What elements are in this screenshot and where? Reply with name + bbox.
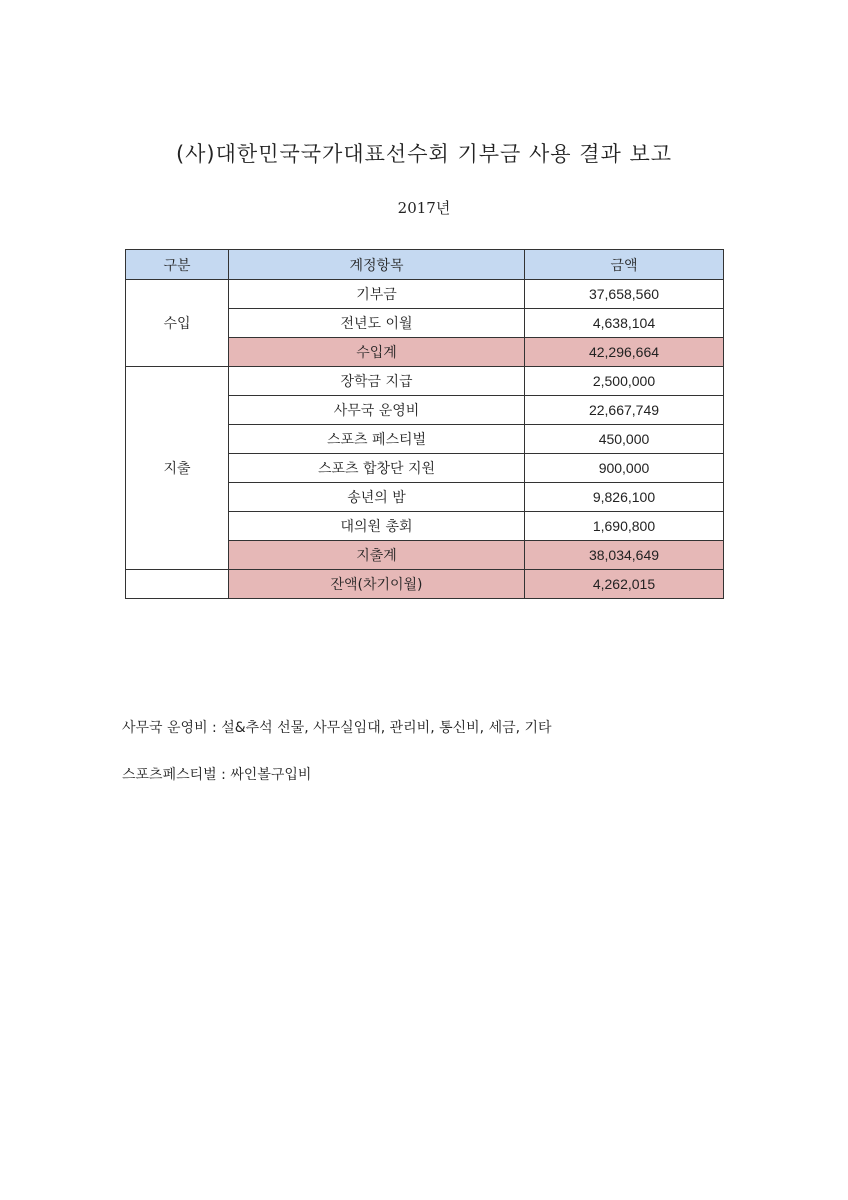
income-total-amount: 42,296,664 bbox=[525, 338, 724, 367]
donation-report-table bbox=[125, 249, 724, 599]
note-office-expenses: 사무국 운영비 : 설&추석 선물, 사무실임대, 관리비, 통신비, 세금, 기타 bbox=[122, 720, 552, 736]
header-account-item: 계정항목 bbox=[229, 250, 525, 280]
amount-cell: 9,826,100 bbox=[525, 483, 724, 512]
amount-cell: 1,690,800 bbox=[525, 512, 724, 541]
amount-cell: 4,638,104 bbox=[525, 309, 724, 338]
item-cell: 사무국 운영비 bbox=[229, 396, 525, 425]
item-cell: 스포츠 페스티벌 bbox=[229, 425, 525, 454]
header-category: 구분 bbox=[126, 250, 229, 280]
note-sports-festival: 스포츠페스티벌 : 싸인볼구입비 bbox=[122, 767, 312, 783]
balance-amount: 4,262,015 bbox=[525, 570, 724, 599]
amount-cell: 450,000 bbox=[525, 425, 724, 454]
amount-cell: 37,658,560 bbox=[525, 280, 724, 309]
expense-total-label: 지출계 bbox=[229, 541, 525, 570]
income-total-label: 수입계 bbox=[229, 338, 525, 367]
item-cell: 전년도 이월 bbox=[229, 309, 525, 338]
amount-cell: 900,000 bbox=[525, 454, 724, 483]
table-row bbox=[126, 280, 724, 309]
expense-category-cell: 지출 bbox=[126, 367, 229, 570]
header-amount: 금액 bbox=[525, 250, 724, 280]
balance-category-cell bbox=[126, 570, 229, 599]
item-cell: 대의원 총회 bbox=[229, 512, 525, 541]
table-row bbox=[126, 367, 724, 396]
report-year: 2017년 bbox=[397, 199, 451, 217]
amount-cell: 2,500,000 bbox=[525, 367, 724, 396]
item-cell: 장학금 지급 bbox=[229, 367, 525, 396]
item-cell: 기부금 bbox=[229, 280, 525, 309]
table-header-row bbox=[126, 250, 724, 280]
balance-row bbox=[126, 570, 724, 599]
amount-cell: 22,667,749 bbox=[525, 396, 724, 425]
item-cell: 스포츠 합창단 지원 bbox=[229, 454, 525, 483]
document-title: (사)대한민국국가대표선수회 기부금 사용 결과 보고 bbox=[175, 142, 673, 166]
income-category-cell: 수입 bbox=[126, 280, 229, 367]
balance-label: 잔액(차기이월) bbox=[229, 570, 525, 599]
item-cell: 송년의 밤 bbox=[229, 483, 525, 512]
expense-total-amount: 38,034,649 bbox=[525, 541, 724, 570]
